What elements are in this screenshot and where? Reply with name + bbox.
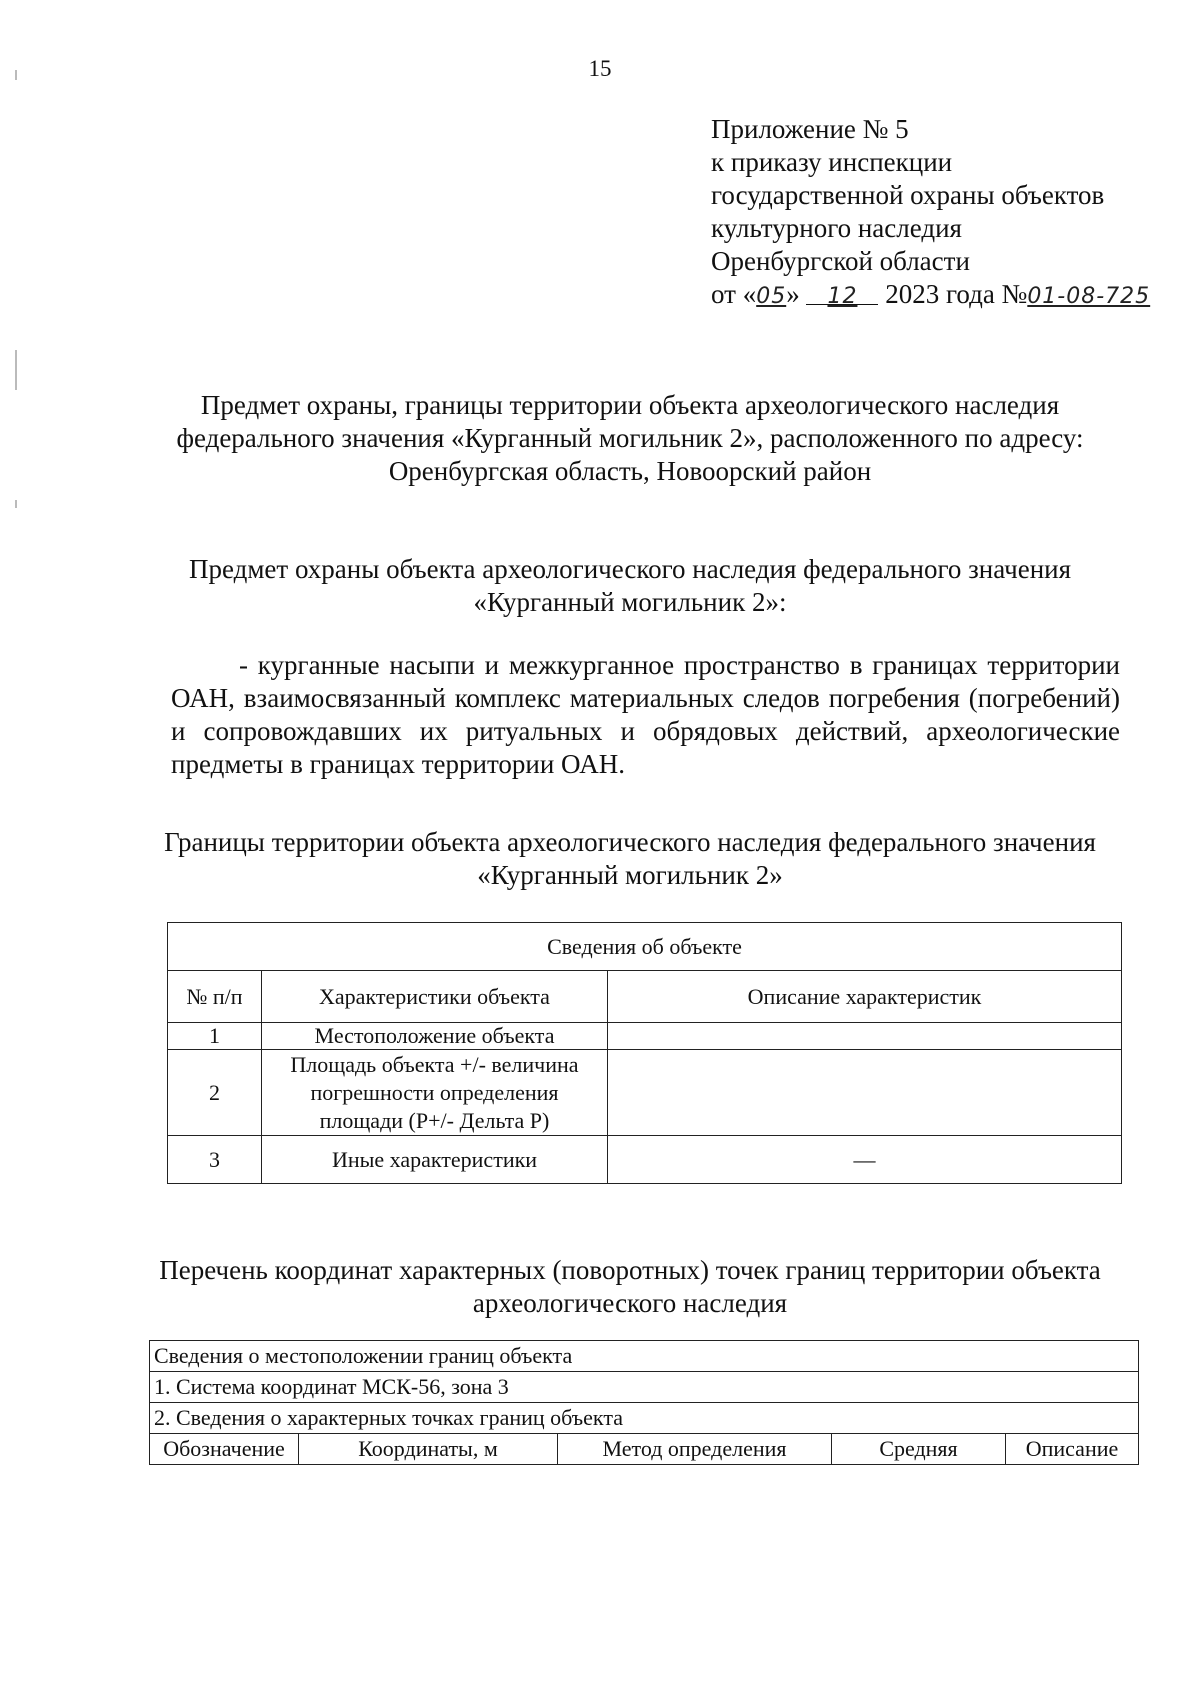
column-header: Характеристики объекта [262, 971, 608, 1023]
main-title: Предмет охраны, границы территории объекта археологического наследия федерального значения «Курганный могильник 2», расположенного по адресу: Оренбургская область, Новоорский район [176, 390, 1084, 486]
page-number: 15 [588, 56, 612, 81]
coords-row: 1. Система координат МСК-56, зона 3 [150, 1372, 1139, 1403]
coords-row: Сведения о местоположении границ объекта [150, 1341, 1139, 1372]
scan-margin-mark [15, 500, 17, 508]
row-characteristic: Иные характеристики [262, 1136, 608, 1184]
object-info-table [167, 922, 1122, 1184]
subject-title: Предмет охраны объекта археологического наследия федерального значения «Курганный могильник 2»: [188, 554, 1072, 617]
date-prefix: от « [711, 279, 757, 309]
handwritten-day: 05 [756, 284, 787, 309]
row-number: 3 [168, 1136, 262, 1184]
row-number: 2 [168, 1050, 262, 1136]
handwritten-order-number: 01-08-725 [1027, 284, 1151, 309]
date-year: 2023 года № [885, 279, 1028, 309]
annex-line: Приложение № 5 [711, 114, 909, 144]
date-month-blank [806, 278, 878, 309]
coords-title: Перечень координат характерных (поворотных) точек границ территории объекта археологического наследия [159, 1255, 1101, 1318]
column-header: Метод определения [558, 1434, 832, 1465]
column-header: Обозначение [150, 1434, 299, 1465]
coordinates-table [149, 1340, 1139, 1465]
subject-text: - курганные насыпи и межкурганное пространство в границах территории ОАН, взаимосвязанный комплекс материальных следов погребения (погребений) и сопровождавших их ритуальных и обрядовых действий, археологические предметы в границах территории ОАН. [171, 650, 1120, 779]
table-row [168, 1023, 1122, 1050]
row-characteristic: Площадь объекта +/- величина погрешности определения площади (Р+/- Дельта Р) [262, 1050, 608, 1136]
column-header: № п/п [168, 971, 262, 1023]
row-number: 1 [168, 1023, 262, 1050]
object-table-caption: Сведения об объекте [168, 923, 1122, 971]
row-description: — [608, 1136, 1122, 1184]
table-row [168, 1050, 1122, 1136]
table-row [168, 1136, 1122, 1184]
row-description [608, 1023, 1122, 1050]
scan-margin-mark [15, 350, 17, 390]
annex-line: Оренбургской области [711, 246, 970, 276]
column-header: Описание характеристик [608, 971, 1122, 1023]
boundaries-title: Границы территории объекта археологического наследия федерального значения «Курганный могильник 2» [164, 827, 1096, 890]
handwritten-month: 12 [827, 284, 858, 309]
annex-date-line [711, 278, 1150, 313]
row-characteristic: Местоположение объекта [262, 1023, 608, 1050]
column-header: Средняя [832, 1434, 1006, 1465]
annex-line: к приказу инспекции [711, 147, 953, 177]
column-header: Координаты, м [299, 1434, 558, 1465]
annex-line: культурного наследия [711, 213, 962, 243]
column-header: Описание [1006, 1434, 1139, 1465]
annex-header [711, 113, 1150, 313]
coords-row: 2. Сведения о характерных точках границ объекта [150, 1403, 1139, 1434]
annex-line: государственной охраны объектов [711, 180, 1105, 210]
date-mid: » [786, 279, 800, 309]
row-description [608, 1050, 1122, 1136]
